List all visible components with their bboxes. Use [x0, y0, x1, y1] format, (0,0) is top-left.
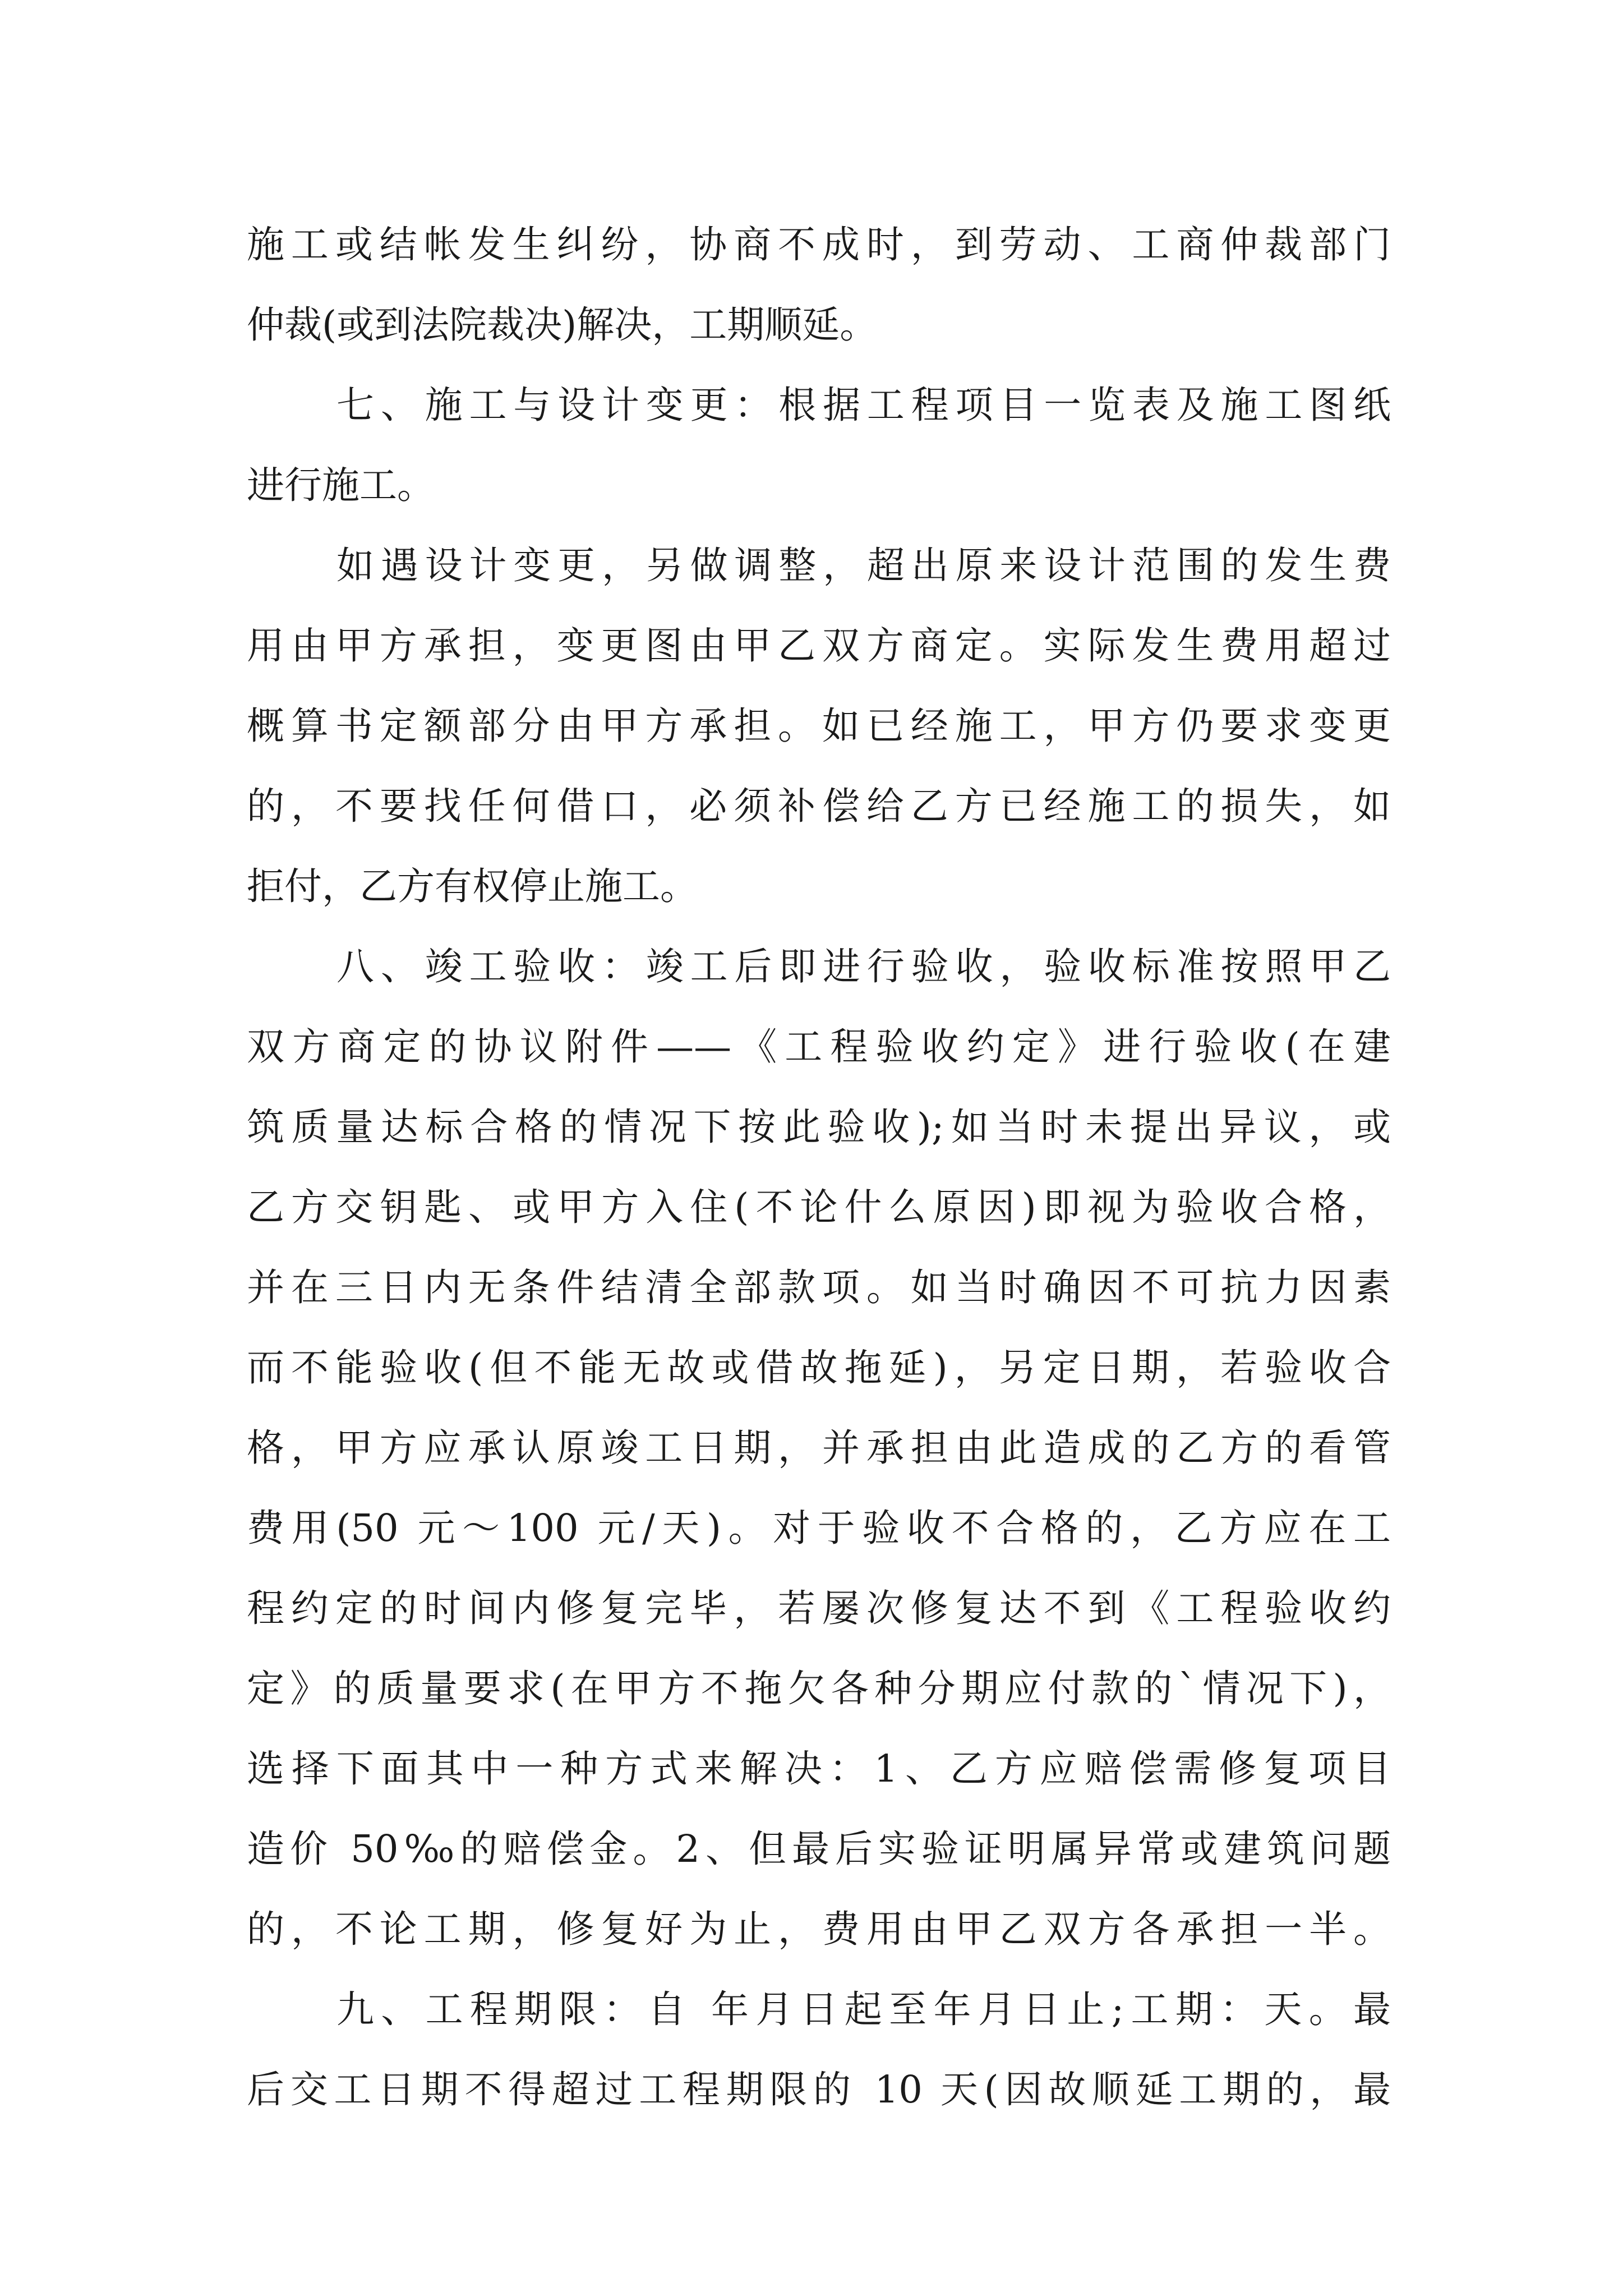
text-line: 费用(50 元～100 元/天)。对于验收不合格的，乙方应在工: [247, 1506, 1391, 1550]
text-line: 乙方交钥匙、或甲方入住(不论什么原因)即视为验收合格，: [247, 1185, 1391, 1229]
text-line: 仲裁(或到法院裁决)解决，工期顺延。: [247, 303, 878, 347]
section-heading-line: 八、竣工验收：竣工后即进行验收，验收标准按照甲乙: [336, 945, 1391, 988]
contract-text: [247, 205, 1391, 2130]
section-heading-line: 七、施工与设计变更：根据工程项目一览表及施工图纸: [336, 383, 1391, 427]
text-line: 双方商定的协议附件——《工程验收约定》进行验收(在建: [247, 1025, 1391, 1069]
text-line: 拒付，乙方有权停止施工。: [247, 864, 698, 908]
text-line: 后交工日期不得超过工程期限的 10 天(因故顺延工期的，最: [247, 2068, 1391, 2111]
text-line: 定》的质量要求(在甲方不拖欠各种分期应付款的`情况下)，: [247, 1667, 1391, 1710]
text-line: 造价 50‰的赔偿金。2、但最后实验证明属异常或建筑问题: [247, 1827, 1391, 1871]
section-heading-line: 九、工程期限：自 年月日起至年月日止;工期：天。最: [336, 1987, 1391, 2031]
text-line: 而不能验收(但不能无故或借故拖延)，另定日期，若验收合: [247, 1346, 1391, 1389]
paragraph-start-line: 如遇设计变更，另做调整，超出原来设计范围的发生费: [336, 544, 1391, 587]
text-line: 的，不论工期，修复好为止，费用由甲乙双方各承担一半。: [247, 1907, 1391, 1951]
text-line: 筑质量达标合格的情况下按此验收);如当时未提出异议，或: [247, 1105, 1391, 1149]
text-line: 格，甲方应承认原竣工日期，并承担由此造成的乙方的看管: [247, 1426, 1391, 1470]
text-line: 用由甲方承担，变更图由甲乙双方商定。实际发生费用超过: [247, 624, 1391, 668]
text-line: 进行施工。: [247, 463, 435, 507]
text-line: 概算书定额部分由甲方承担。如已经施工，甲方仍要求变更: [247, 704, 1391, 748]
text-line: 程约定的时间内修复完毕，若屡次修复达不到《工程验收约: [247, 1586, 1391, 1630]
text-line: 施工或结帐发生纠纷，协商不成时，到劳动、工商仲裁部门: [247, 223, 1391, 266]
text-line: 选择下面其中一种方式来解决：1、乙方应赔偿需修复项目: [247, 1747, 1391, 1791]
text-line: 并在三日内无条件结清全部款项。如当时确因不可抗力因素: [247, 1266, 1391, 1309]
text-line: 的，不要找任何借口，必须补偿给乙方已经施工的损失，如: [247, 784, 1391, 828]
